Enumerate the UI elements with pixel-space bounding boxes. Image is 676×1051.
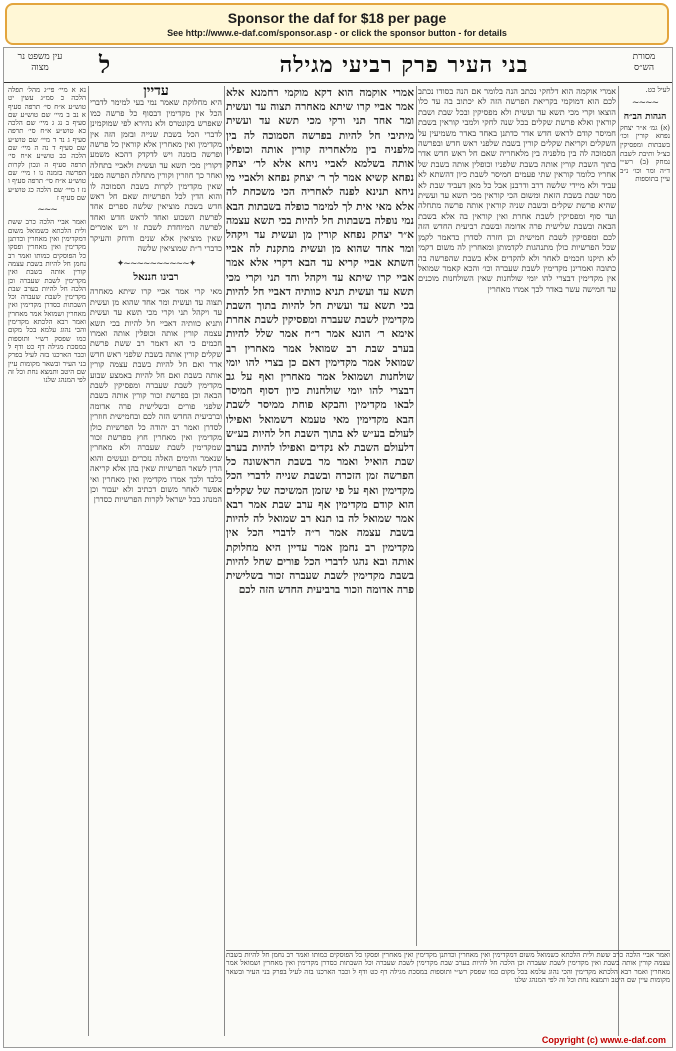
column-divider <box>618 86 619 1036</box>
tosafot-column <box>90 86 222 1036</box>
daf-number: ל <box>99 50 111 79</box>
rashi-text: אמרי אוקמה הוא דלחקי נכתב הנה בלומר אם הנה בסודו נכתב לכם הוא דמוקמי בקריאת הפרשה הזה לא יכתוב בה עד כלו הוצאו וקרי מכי תשא עד ועשית ולא מפסיקין ובכל שבת ושבת קוראין ואלא פרשת שקלים בכל שנה לחקי ולמבי קוראין בשבת חמיסר קודם לראש חדש אדר כדתנן באחד באדר משמיעין על השקלים וקריאת שקלים קורין בשבת שלפני ראש חדש ובפרשה הסמוכה לה בין מלפניה בין מלאחריה שאם חל ראש חדש אדר בתוך השבת קורין אותה בשבת שלפניו וכופלין אותה בשבת של אחריו כלומר קוראין שתי פעמים חמיסר לשבת כיון דהשתא לא עביד ולא מיידי שלשה דרב ודרבנן אבל כל מאן דעביד שבת לא מסר שבת בשבת הזאת ומשום הכי קוראין מכי תשא עד ועשית שהיא פרשת שקלים ובשבת שניה קוראין אותה פרשה מתחלה ועד סוף ומפסיקין לשבת אחרת ואין קוראין בה אלא בשבת הבאה ובשבת שלישית פרה אדומה ובשבת רביעית החדש הזה לכם ומפסיקין לשבת חמישית וכן חזרה לסדרן כדאמר לקמן שכל הפרשיות כולן מתנהגות לקדמותן ומאחרין לה משום דקמי לא תיקנו חכמים לאחר ולא להקדים אלא בשבת שהפרשה בה כתובה ואמרינן מקדימין לשבת שעברה וכו׳ והכא קאמר שמואל אין מקדימין דבצרי להו יומי שולחנות שאין השולחנות מוכנים עד חמישה עשר באדר לכך אמרו מאחרין <box>418 86 616 294</box>
mesoret-reference: לעיל כט. <box>645 86 670 94</box>
bottom-commentary-text: ואמר אביי הלכה כרב ששת ולית הלכתא כשמואל משום דמקדימין ואין מאחרין וכדתנן מקדימין ואין מאחרין ופסקו כל הפוסקים כמותו ואמר רב נחמן חל להיות בשבת עצמה קורין אותה בשבת ואין מקדימין לשבת שעברה וכן הלכה חל להיות בערב שבת מקדימין לשבת שעברה וכל השבתות כסדרן מקדימין ואין מאחרין ושמואל אמר מאחרין ואמר רבא הלכתא מקדימין והכי נהוג עלמא בכל מקום כמו שפסק רש״י ותוספות במסכת מגילה דף כט ודף ל וכבר הארכנו בזה לעיל בפרק בני העיר ובשאר מקומות עיין שם היטב ותמצא נחת וכל זה לפי המנהג שלנו <box>226 951 670 985</box>
ein-mishpat-header: עין משפט נר מצוה <box>17 52 63 73</box>
column-divider <box>416 86 417 946</box>
rabbeinu-chananel-heading: רבינו חננאל <box>133 271 179 283</box>
mesoret-header: מסורת הש״ס <box>632 52 656 73</box>
ein-mishpat-column <box>8 86 86 1036</box>
divider-ornament: ~~~~ <box>631 97 659 108</box>
copyright-link[interactable]: Copyright (c) www.e-daf.com <box>541 1035 666 1045</box>
gemara-column <box>226 86 414 946</box>
sponsor-banner[interactable] <box>5 3 669 45</box>
rabbeinu-chananel-text: מאי קרי אמר אביי קרו שיתא מאחרה תצוה עד ועשית ומר אחד שהוא מן ועשית עד ויקהל תני וקרי מכי תשא עד ועשית ותניא כוותיה דאביי חל להיות בכי תשא עצמה קורין אותה וכופלין אותה ואמרו חכמים כי הא דאמר רב ששת פרשת שקלים קורין אותה בשבת שלפני ראש חדש אדר ואם חל להיות בשבת עצמה קורין אותה בשבת ואם חל להיות באמצע שבוע מקדימין לשבת שעברה ומפסיקין לשבת הבאה וכן בפרשת זכור קורין אותה בשבת שלפני פורים ובשלישית פרה אדומה וברביעית החדש הזה לכם ובחמישית חוזרין לסדרן ואמר רב יהודה כל הפרשיות כולן מקדימין ואין מאחרין חוץ מפרשת זכור שמקדימין לשבת שעברה ולא מאחרין שנאמר והימים האלה נזכרים ונעשים והוא הדין לשאר הפרשיות שאין בהן אלא קריאה בלבד ולכך אמרו מקדימין ואין מאחרין ואי אפשר לאחר משום דכתיב ולא יעבור וכן המנהג בכל ישראל לקרות הפרשיות כסדרן <box>90 287 222 505</box>
rabbeinu-continuation: ואמר אביי הלכה כרב ששת ולית הלכתא כשמואל משום דמקדימין ואין מאחרין וכדתנן מקדימין ואין מאחרין ופסקו כל הפוסקים כמותו ואמר רב נחמן חל להיות בשבת עצמה קורין אותה בשבת ואין מקדימין לשבת שעברה וכן הלכה חל להיות בערב שבת מקדימין לשבת שעברה וכל השבתות כסדרן מקדימין ואין מאחרין ושמואל אמר מאחרין ואמר רבא הלכתא מקדימין והכי נהוג עלמא בכל מקום כמו שפסק רש״י ותוספות במסכת מגילה דף כט ודף ל וכבר הארכנו בזה לעיל בפרק בני העיר ובשאר מקומות עיין שם היטב ותמצא נחת וכל זה לפי המנהג שלנו <box>8 218 86 385</box>
tosafot-text: היא מחלוקת שאמר נמי בעי למימר לדברי הכל אין מקדימין דבסוף כל פרשה כמו שאפרש בקונטרס ולא נהירא לפי שמוקמינן לדברי הכל בשבת שנייה ובזמן הזה אין מקדימין ואין מאחרין אלא קוראין כל פרשה ופרשה בזמנה ויש לדקדק דהכא משמע דקורין מכי תשא עד ועשית ולאביי בתחלה ואחר כך חוזרין וקורין מתחלת הפרשה מפני שאין מקדימין לקרות בשבת הסמוכה לו והוא הדין לכל הפרשיות שאם חל ראש חדש בשבת מוציאין שלשה ספרים אחד לפרשת השבוע ואחד לראש חדש ואחד לפרשה המיוחדת לשבת זו ויש אומרים שאין מוציאין אלא שנים ודוחק והעיקר כדברי ר״ת שמוציאין שלשה <box>90 98 222 254</box>
talmud-page <box>3 47 673 1048</box>
page-title: בני העיר פרק רביעי מגילה <box>279 52 529 78</box>
divider-ornament: ✦~~~~~~~~~~✦ <box>116 258 196 269</box>
column-divider <box>224 86 225 1036</box>
sponsor-banner-subtitle[interactable]: See http://www.e-daf.com/sponsor.asp - or click the sponsor button - for details <box>167 28 507 38</box>
mesoret-column <box>620 86 670 1036</box>
tosafot-heading: עדיין <box>143 86 169 99</box>
hagahot-habach-heading: הגהות הב״ח <box>623 112 667 123</box>
divider-ornament: ~~~ <box>37 205 57 216</box>
page-header <box>4 48 672 83</box>
ein-mishpat-text: נא א מיי׳ פי״ג מהל׳ תפלה הלכה כ סמ״ג עשין יט טוש״ע א״ח סי׳ תרפה סעיף א נב ב מיי׳ שם טוש״ע שם סעיף ב נג ג מיי׳ שם הלכה כא טוש״ע א״ח סי׳ תרפה סעיף ג נד ד מיי׳ שם טוש״ע שם סעיף ד נה ה מיי׳ שם הלכה כב טוש״ע א״ח סי׳ תרפה סעיף ה ונכון לקרות הפרשה בזמנה נו ו מיי׳ שם טוש״ע א״ח סי׳ תרפה סעיף ו נז ז מיי׳ שם הלכה כג טוש״ע שם סעיף ז <box>8 86 86 202</box>
bottom-commentary <box>226 950 670 1035</box>
rashi-column <box>418 86 616 946</box>
column-divider <box>88 86 89 1036</box>
gemara-text: אמרי אוקמה הוא דקא מוקמי רחמנא אלא אמר אביי קרו שיתא מאחרה תצוה עד ועשית ומר אחד תני ורקי מכי תשא עד ועשית מיתיבי חל להיות בפרשה הסמוכה לה בין מלפניה בין מלאחריה קורין אותה וכופלין אותה בשלמא לאביי ניחא אלא לר׳ יצחק נפחא קשיא אמר לך ר׳ יצחק נפחא ולאביי מי ניחא תנינא לפנה לאחריה הכי משכחת לה אלא מאי אית לך למימר כופלה בשבתות הבא נמי נופלה בשבתות חל להיות בכי תשא עצמה א״ר יצחק נפחא קורין מן ועשית עד ויקהל ומר אחד שהוא מן ועשית מתקנת לה אביי השתא אביי קריא עד הבא דקרי אלא אמר אביי קרו שיתא עד ויקהל וחד תני וקרי מכי תשא עד ועשית תניא כוותיה דאביי חל להיות בכי תשא עד ועשית חל להיות בתוך השבת מקדימין לשבת שעברה ומפסיקין לשבת אחרת אימא ר׳ הונא אמר ר״ח אמר שלל להיות בערב שבת רב שמואל אמר מאחרין רב שמואל אמר מקדימין דאם כן בצרי להו יומי שולחנות ושמואל אמר מאחרין ואף על גב דבצרי להו יומי שולחנות כיון דסוף חמיסר לבאו מקדימין והבקא פוחת ממיסר לשבת הבא מקדימין מאי טעמא דשמואל ואפילו לעולם בע״ש לא בתוך השבת חל להיות בע״ש דלעולם השבת לא נקדים ואפילו להיות בערב שבת הואיל ואמר מר בשבת הראשונה כל הפרשה זמן הזכרה ובשבת שנייה לדברי הכל מקדימין ואף על פי שזמן המשיכה של שקלים הוא קודם מקדימין אף ערב שבת אמר רבא אמר שמואל לה בו תנא רב שמואל לה להיות בשבת עצמה אמר ר״ה לדברי הכל אין מקדימין רב נחמן אמר עדיין היא מחלוקת אותה ובא נהגו לדברי הכל פורים שחל להיות בשבת מקדימין לשבת שעברה זכור בשלישית פרה אדומה וזכור ברביעית החדש הזה לכם <box>226 87 414 597</box>
hagahot-habach-text: (א) גמ׳ א״ר יצחק נפחא קורין וכו׳ בשבתות ומפסיקין כצ״ל ותיבת לשבת נמחק (ב) רש״י ד״ה ומר וכו׳ נ״ב עיין בתוספות <box>620 123 670 184</box>
sponsor-banner-title[interactable]: Sponsor the daf for $18 per page <box>227 10 447 26</box>
